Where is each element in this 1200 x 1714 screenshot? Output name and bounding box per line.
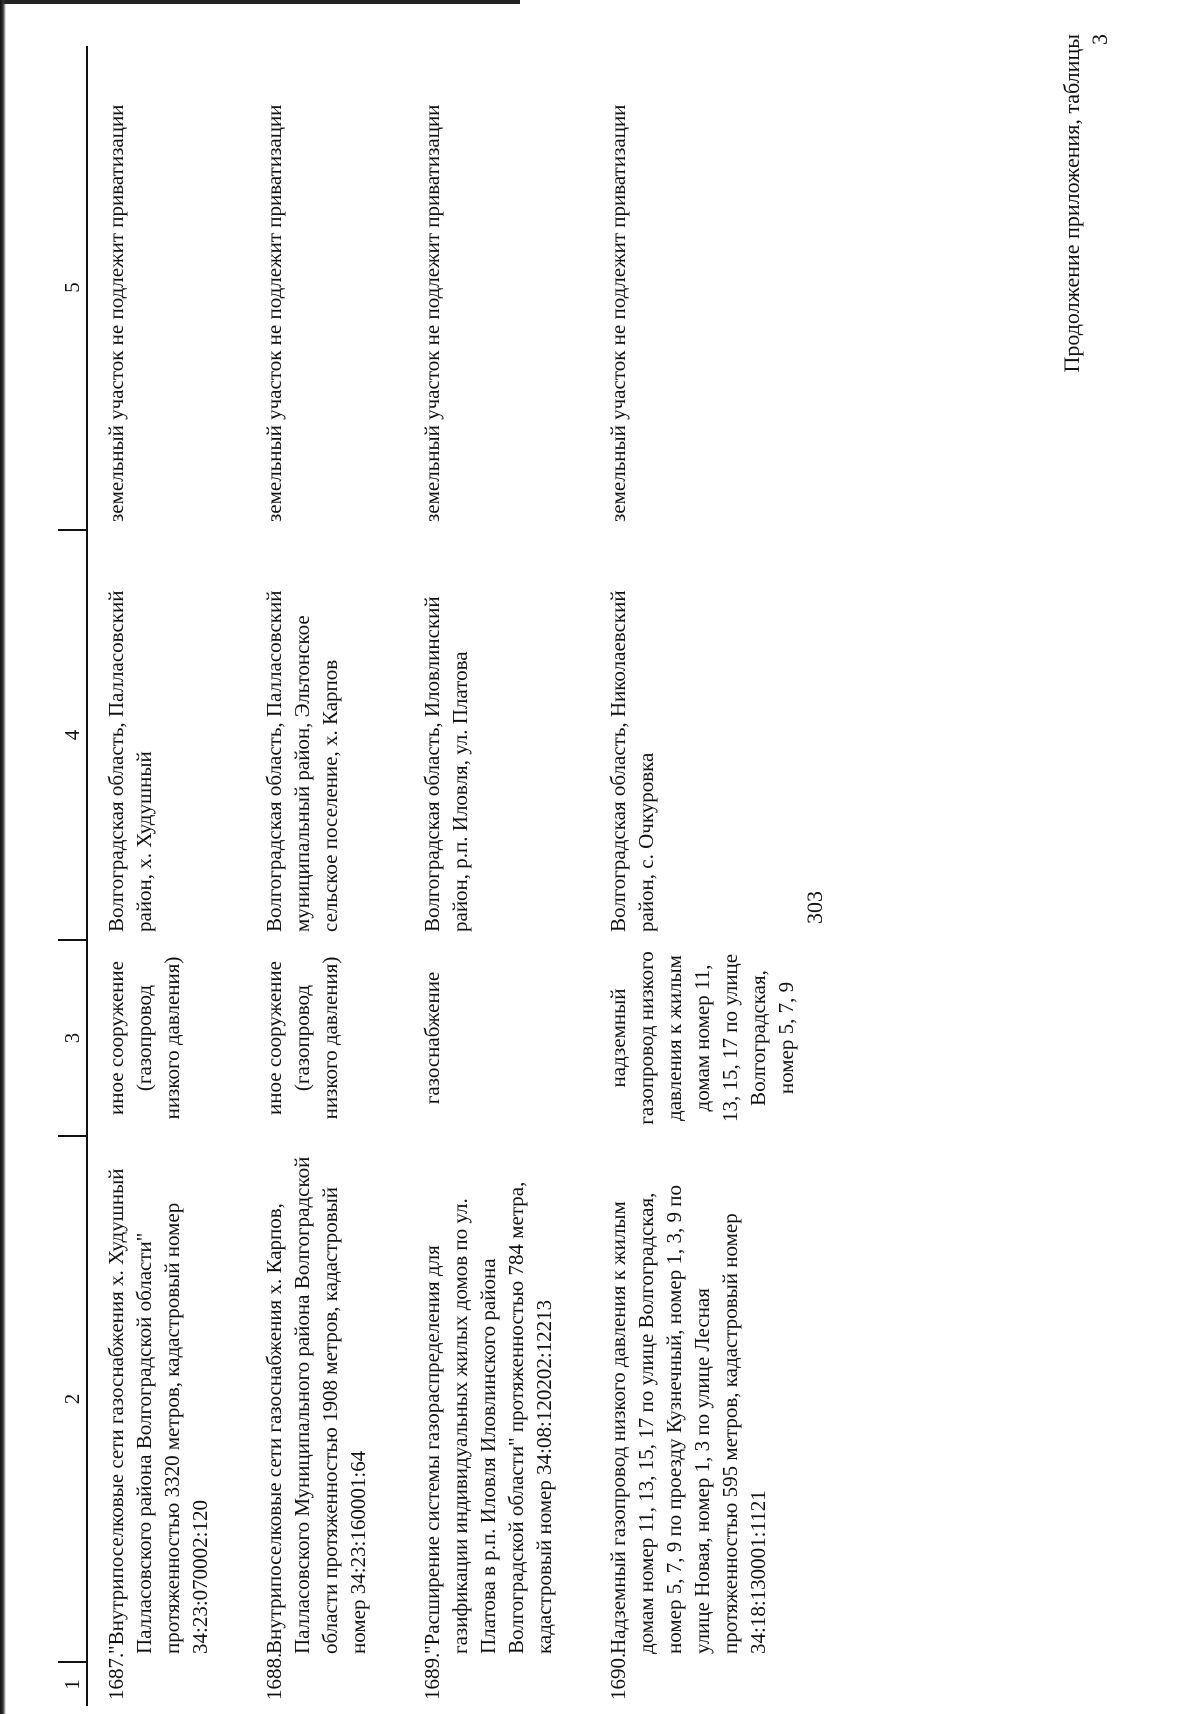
object-note: земельный участок не подлежит приватизации xyxy=(104,104,128,522)
object-type: иное сооружение (газопровод низкого давления) xyxy=(104,956,184,1120)
column-header: 4 xyxy=(58,530,87,940)
column-header: 5 xyxy=(58,46,87,530)
table-row xyxy=(404,46,590,1706)
object-type: надземный газопровод низкого давления к жилым домам номер 11, 13, 15, 17 по улице Волгоградская, номер 5, 7, 9 xyxy=(606,951,798,1125)
object-location: Волгоградская область, Николаевский район, с. Очкуровка xyxy=(606,590,658,932)
object-location: Волгоградская область, Палласовский муниципальный район, Эльтонское сельское поселение, х. Карпов xyxy=(262,590,342,932)
row-number: 1690. xyxy=(606,1652,630,1700)
header-row xyxy=(58,46,87,1706)
object-type: иное сооружение (газопровод низкого давления) xyxy=(262,956,342,1120)
column-header: 1 xyxy=(58,1662,87,1706)
table-row xyxy=(246,46,404,1706)
table-caption: Продолжение приложения, таблицы 3 xyxy=(1059,34,1112,373)
object-location: Волгоградская область, Палласовский район, х. Худушный xyxy=(104,590,156,932)
column-header: 3 xyxy=(58,940,87,1136)
row-number: 1688. xyxy=(262,1652,286,1700)
object-name: Надземный газопровод низкого давления к жилым домам номер 11, 13, 15, 17 по улице Волгоградская, номер 5, 7, 9 по проезду Кузнечный, номер 1, 3, 9 по улице Новая, номер 1, 3 по улице Лесная протяженностью 595 метров, кадастровый номер 34:18:130001:1121 xyxy=(606,1185,770,1654)
column-header: 2 xyxy=(58,1136,87,1662)
object-name: "Расширение системы газораспределения для газификации индивидуальных жилых домов по ул. Платова в р.п. Иловля Иловлинского района Волгоградской области" протяженностью 784 метра, кадастровый номер 34:08:120202:12213 xyxy=(420,1181,556,1654)
object-note: земельный участок не подлежит приватизации xyxy=(420,104,444,522)
row-number: 1687. xyxy=(104,1652,128,1700)
table-row xyxy=(590,46,814,1706)
page-number: 303 xyxy=(802,891,827,924)
object-name: "Внутрипоселковые сети газоснабжения х. Худушный Палласовского района Волгоградской области" протяженностью 3320 метров, кадастровый номер 34:23:070002:120 xyxy=(104,1168,212,1654)
object-note: земельный участок не подлежит приватизации xyxy=(262,104,286,522)
object-location: Волгоградская область, Иловлинский район, р.п. Иловля, ул. Платова xyxy=(420,596,472,932)
row-number: 1689. xyxy=(420,1652,444,1700)
register-table xyxy=(58,46,814,1706)
object-type: газоснабжение xyxy=(420,971,444,1105)
object-note: земельный участок не подлежит приватизации xyxy=(606,104,630,522)
table-row xyxy=(87,46,246,1706)
object-name: Внутрипоселковые сети газоснабжения х. Карпов, Палласовского Муниципального района Волгоградской области протяженностью 1908 метров, кадастровый номер 34:23:160001:64 xyxy=(262,1156,370,1654)
